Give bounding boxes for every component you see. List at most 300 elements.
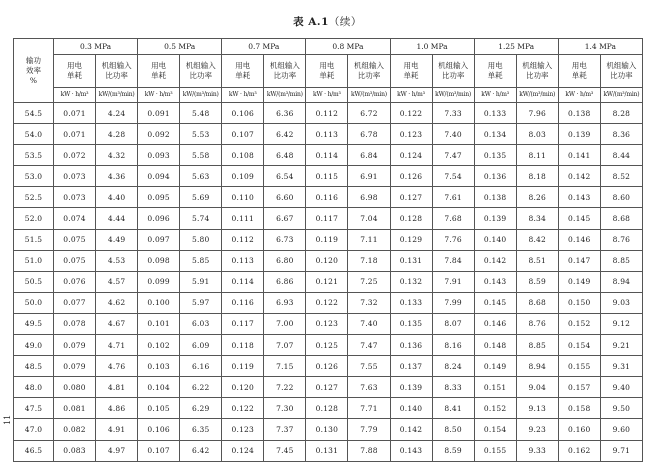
specific-power-cell: 8.52 <box>600 166 642 187</box>
power-consumption-cell: 0.119 <box>222 356 264 377</box>
table-row <box>14 145 643 166</box>
specific-power-cell: 6.73 <box>264 229 306 250</box>
power-header-line: 单耗 <box>571 71 587 80</box>
power-consumption-cell: 0.074 <box>54 208 96 229</box>
efficiency-cell: 49.5 <box>14 313 54 334</box>
power-consumption-cell: 0.150 <box>558 292 600 313</box>
efficiency-cell: 46.5 <box>14 440 54 461</box>
power-consumption-cell: 0.073 <box>54 166 96 187</box>
ratio-header-line: 机组输入 <box>269 61 300 70</box>
power-consumption-cell: 0.082 <box>54 419 96 440</box>
efficiency-cell: 50.5 <box>14 271 54 292</box>
specific-power-cell: 8.34 <box>516 208 558 229</box>
specific-power-cell: 5.58 <box>180 145 222 166</box>
table-row <box>14 208 643 229</box>
power-consumption-cell: 0.142 <box>474 250 516 271</box>
power-consumption-cell: 0.083 <box>54 440 96 461</box>
specific-power-cell: 6.03 <box>180 313 222 334</box>
power-consumption-cell: 0.124 <box>222 440 264 461</box>
specific-power-cell: 7.18 <box>348 250 390 271</box>
power-consumption-cell: 0.143 <box>390 440 432 461</box>
specific-power-cell: 6.35 <box>180 419 222 440</box>
specific-power-cell: 8.50 <box>432 419 474 440</box>
specific-power-cell: 4.76 <box>96 356 138 377</box>
specific-power-cell: 6.60 <box>264 187 306 208</box>
specific-power-cell: 4.57 <box>96 271 138 292</box>
power-consumption-cell: 0.122 <box>390 103 432 124</box>
specific-power-cell: 7.47 <box>432 145 474 166</box>
specific-power-cell: 4.91 <box>96 419 138 440</box>
power-consumption-cell: 0.097 <box>138 229 180 250</box>
ratio-header-line: 机组输入 <box>522 61 553 70</box>
specific-power-cell: 9.03 <box>600 292 642 313</box>
specific-power-cell: 6.22 <box>180 377 222 398</box>
power-consumption-cell: 0.122 <box>306 292 348 313</box>
power-consumption-cell: 0.113 <box>306 124 348 145</box>
pressure-header: 1.25 MPa <box>474 39 558 55</box>
ratio-unit: kW/(m³/min) <box>348 88 390 103</box>
specific-power-cell: 4.49 <box>96 229 138 250</box>
power-consumption-cell: 0.133 <box>390 292 432 313</box>
power-consumption-cell: 0.100 <box>138 292 180 313</box>
specific-power-header <box>96 55 138 88</box>
specific-power-cell: 7.71 <box>348 398 390 419</box>
power-consumption-header <box>390 55 432 88</box>
specific-power-cell: 8.24 <box>432 356 474 377</box>
power-consumption-cell: 0.077 <box>54 292 96 313</box>
power-consumption-cell: 0.091 <box>138 103 180 124</box>
power-consumption-cell: 0.078 <box>54 313 96 334</box>
power-consumption-cell: 0.145 <box>558 208 600 229</box>
table-row <box>14 419 643 440</box>
specific-power-cell: 8.18 <box>516 166 558 187</box>
specific-power-cell: 8.85 <box>600 250 642 271</box>
power-consumption-cell: 0.071 <box>54 103 96 124</box>
specific-power-cell: 8.59 <box>516 271 558 292</box>
specific-power-cell: 4.36 <box>96 166 138 187</box>
specific-power-cell: 4.32 <box>96 145 138 166</box>
specific-power-cell: 4.97 <box>96 440 138 461</box>
specific-power-cell: 5.53 <box>180 124 222 145</box>
specific-power-cell: 4.24 <box>96 103 138 124</box>
specific-power-cell: 8.03 <box>516 124 558 145</box>
specific-power-cell: 8.07 <box>432 313 474 334</box>
specific-power-cell: 9.04 <box>516 377 558 398</box>
specific-power-header <box>600 55 642 88</box>
power-consumption-cell: 0.079 <box>54 356 96 377</box>
efficiency-cell: 54.5 <box>14 103 54 124</box>
specific-power-cell: 7.79 <box>348 419 390 440</box>
specific-power-cell: 4.40 <box>96 187 138 208</box>
specific-power-header <box>516 55 558 88</box>
power-consumption-cell: 0.072 <box>54 145 96 166</box>
specific-power-cell: 7.99 <box>432 292 474 313</box>
ratio-unit: kW/(m³/min) <box>432 88 474 103</box>
table-row <box>14 335 643 356</box>
specific-power-cell: 9.50 <box>600 398 642 419</box>
specific-power-cell: 7.40 <box>432 124 474 145</box>
specific-power-cell: 7.84 <box>432 250 474 271</box>
specific-power-cell: 7.45 <box>264 440 306 461</box>
power-consumption-cell: 0.116 <box>306 187 348 208</box>
efficiency-header-line-3: % <box>29 75 38 85</box>
specific-power-cell: 7.00 <box>264 313 306 334</box>
ratio-unit: kW/(m³/min) <box>180 88 222 103</box>
power-consumption-cell: 0.136 <box>390 335 432 356</box>
specific-power-cell: 6.86 <box>264 271 306 292</box>
power-consumption-cell: 0.109 <box>222 166 264 187</box>
specific-power-cell: 8.51 <box>516 250 558 271</box>
specific-power-cell: 8.94 <box>516 356 558 377</box>
specific-power-cell: 9.21 <box>600 335 642 356</box>
efficiency-cell: 49.0 <box>14 335 54 356</box>
table-row <box>14 103 643 124</box>
table-row <box>14 166 643 187</box>
power-consumption-cell: 0.103 <box>138 356 180 377</box>
power-consumption-cell: 0.125 <box>306 335 348 356</box>
specific-power-cell: 9.40 <box>600 377 642 398</box>
power-consumption-cell: 0.131 <box>306 440 348 461</box>
power-consumption-cell: 0.071 <box>54 124 96 145</box>
power-consumption-cell: 0.117 <box>222 313 264 334</box>
power-consumption-cell: 0.143 <box>474 271 516 292</box>
power-header-line: 单耗 <box>319 71 335 80</box>
power-consumption-cell: 0.135 <box>390 313 432 334</box>
power-consumption-cell: 0.123 <box>222 419 264 440</box>
ratio-header-line: 机组输入 <box>353 61 384 70</box>
power-consumption-cell: 0.104 <box>138 377 180 398</box>
power-consumption-cell: 0.162 <box>558 440 600 461</box>
power-consumption-cell: 0.112 <box>222 229 264 250</box>
power-consumption-cell: 0.076 <box>54 271 96 292</box>
specific-power-cell: 8.41 <box>432 398 474 419</box>
ratio-header-line: 比功率 <box>610 71 633 80</box>
efficiency-cell: 53.0 <box>14 166 54 187</box>
specific-power-cell: 4.71 <box>96 335 138 356</box>
power-consumption-cell: 0.128 <box>306 398 348 419</box>
efficiency-cell: 53.5 <box>14 145 54 166</box>
specific-power-cell: 7.61 <box>432 187 474 208</box>
power-consumption-cell: 0.155 <box>558 356 600 377</box>
power-consumption-cell: 0.140 <box>474 229 516 250</box>
ratio-unit: kW/(m³/min) <box>516 88 558 103</box>
power-consumption-cell: 0.128 <box>390 208 432 229</box>
specific-power-cell: 9.12 <box>600 313 642 334</box>
specific-power-cell: 4.53 <box>96 250 138 271</box>
specific-power-cell: 6.72 <box>348 103 390 124</box>
power-consumption-cell: 0.095 <box>138 187 180 208</box>
power-consumption-cell: 0.154 <box>558 335 600 356</box>
power-consumption-cell: 0.134 <box>474 124 516 145</box>
specific-power-cell: 7.37 <box>264 419 306 440</box>
power-consumption-cell: 0.124 <box>390 145 432 166</box>
power-consumption-cell: 0.073 <box>54 187 96 208</box>
specific-power-cell: 7.07 <box>264 335 306 356</box>
specific-power-cell: 5.63 <box>180 166 222 187</box>
power-consumption-cell: 0.127 <box>306 377 348 398</box>
power-consumption-cell: 0.114 <box>306 145 348 166</box>
power-header-line: 用电 <box>67 61 83 70</box>
pressure-header: 1.4 MPa <box>558 39 642 55</box>
power-consumption-cell: 0.079 <box>54 335 96 356</box>
table-row <box>14 229 643 250</box>
efficiency-cell: 54.0 <box>14 124 54 145</box>
specific-power-cell: 4.44 <box>96 208 138 229</box>
power-consumption-cell: 0.138 <box>474 187 516 208</box>
power-consumption-cell: 0.117 <box>306 208 348 229</box>
power-consumption-cell: 0.120 <box>306 250 348 271</box>
efficiency-header-line-1: 输功 <box>26 55 41 65</box>
power-consumption-cell: 0.093 <box>138 145 180 166</box>
power-consumption-cell: 0.080 <box>54 377 96 398</box>
specific-power-cell: 8.59 <box>432 440 474 461</box>
power-consumption-cell: 0.139 <box>558 124 600 145</box>
power-header-line: 单耗 <box>235 71 251 80</box>
table-row <box>14 250 643 271</box>
specific-power-cell: 8.36 <box>600 124 642 145</box>
specific-power-cell: 7.47 <box>348 335 390 356</box>
power-header-line: 单耗 <box>487 71 503 80</box>
power-consumption-cell: 0.135 <box>474 145 516 166</box>
specific-power-cell: 6.16 <box>180 356 222 377</box>
specific-power-cell: 4.86 <box>96 398 138 419</box>
power-consumption-cell: 0.126 <box>390 166 432 187</box>
table-body <box>14 103 643 462</box>
specific-power-cell: 7.25 <box>348 271 390 292</box>
specific-power-cell: 5.80 <box>180 229 222 250</box>
power-consumption-cell: 0.075 <box>54 250 96 271</box>
specific-power-cell: 7.22 <box>264 377 306 398</box>
power-consumption-cell: 0.107 <box>138 440 180 461</box>
specific-power-cell: 8.60 <box>600 187 642 208</box>
power-consumption-cell: 0.092 <box>138 124 180 145</box>
efficiency-cell: 52.0 <box>14 208 54 229</box>
ratio-header-line: 比功率 <box>273 71 297 80</box>
specific-power-cell: 8.33 <box>432 377 474 398</box>
power-consumption-header <box>474 55 516 88</box>
power-unit: kW · h/m³ <box>222 88 264 103</box>
specific-power-cell: 7.33 <box>432 103 474 124</box>
power-consumption-cell: 0.101 <box>138 313 180 334</box>
power-consumption-cell: 0.133 <box>474 103 516 124</box>
specific-power-cell: 5.85 <box>180 250 222 271</box>
table-row <box>14 377 643 398</box>
specific-power-cell: 6.42 <box>180 440 222 461</box>
specific-power-cell: 7.88 <box>348 440 390 461</box>
efficiency-cell: 51.0 <box>14 250 54 271</box>
power-consumption-cell: 0.114 <box>222 271 264 292</box>
power-header-line: 单耗 <box>151 71 167 80</box>
specific-power-cell: 5.48 <box>180 103 222 124</box>
power-consumption-header <box>138 55 180 88</box>
power-consumption-cell: 0.143 <box>558 187 600 208</box>
power-consumption-cell: 0.138 <box>558 103 600 124</box>
power-consumption-cell: 0.149 <box>474 356 516 377</box>
specific-power-cell: 6.91 <box>348 166 390 187</box>
ratio-header-line: 机组输入 <box>438 61 469 70</box>
power-consumption-cell: 0.154 <box>474 419 516 440</box>
power-consumption-cell: 0.152 <box>558 313 600 334</box>
power-consumption-cell: 0.119 <box>306 229 348 250</box>
specific-power-cell: 8.85 <box>516 335 558 356</box>
power-consumption-cell: 0.136 <box>474 166 516 187</box>
power-unit: kW · h/m³ <box>306 88 348 103</box>
pressure-header: 0.5 MPa <box>138 39 222 55</box>
power-consumption-cell: 0.141 <box>558 145 600 166</box>
power-consumption-cell: 0.121 <box>306 271 348 292</box>
power-consumption-header <box>558 55 600 88</box>
power-consumption-cell: 0.152 <box>474 398 516 419</box>
specific-power-cell: 7.54 <box>432 166 474 187</box>
specific-power-cell: 5.74 <box>180 208 222 229</box>
power-consumption-header <box>54 55 96 88</box>
efficiency-header <box>14 39 54 103</box>
power-consumption-cell: 0.139 <box>474 208 516 229</box>
ratio-unit: kW/(m³/min) <box>600 88 642 103</box>
ratio-header-line: 比功率 <box>189 71 212 80</box>
specific-power-header <box>432 55 474 88</box>
specific-power-cell: 8.68 <box>516 292 558 313</box>
table-row <box>14 271 643 292</box>
power-consumption-cell: 0.075 <box>54 229 96 250</box>
power-consumption-cell: 0.081 <box>54 398 96 419</box>
power-consumption-cell: 0.142 <box>390 419 432 440</box>
specific-power-cell: 9.33 <box>516 440 558 461</box>
pressure-header: 0.3 MPa <box>54 39 138 55</box>
specific-power-cell: 7.63 <box>348 377 390 398</box>
specific-power-cell: 6.84 <box>348 145 390 166</box>
power-unit: kW · h/m³ <box>474 88 516 103</box>
table-row <box>14 356 643 377</box>
specific-power-cell: 9.13 <box>516 398 558 419</box>
specific-power-cell: 9.60 <box>600 419 642 440</box>
efficiency-cell: 47.0 <box>14 419 54 440</box>
power-header-line: 用电 <box>319 61 335 70</box>
power-header-line: 用电 <box>151 61 167 70</box>
specific-power-cell: 8.28 <box>600 103 642 124</box>
specific-power-cell: 8.42 <box>516 229 558 250</box>
table-title-suffix: （续） <box>328 16 362 28</box>
efficiency-cell: 51.5 <box>14 229 54 250</box>
specific-power-cell: 7.76 <box>432 229 474 250</box>
specific-power-cell: 9.31 <box>600 356 642 377</box>
power-consumption-cell: 0.147 <box>558 250 600 271</box>
ratio-header-line: 比功率 <box>357 71 381 80</box>
power-consumption-cell: 0.096 <box>138 208 180 229</box>
efficiency-cell: 47.5 <box>14 398 54 419</box>
power-consumption-cell: 0.123 <box>306 313 348 334</box>
power-unit: kW · h/m³ <box>558 88 600 103</box>
ratio-unit: kW/(m³/min) <box>264 88 306 103</box>
power-consumption-cell: 0.131 <box>390 250 432 271</box>
specific-power-cell: 7.30 <box>264 398 306 419</box>
power-consumption-cell: 0.158 <box>558 398 600 419</box>
table-row <box>14 124 643 145</box>
power-consumption-cell: 0.145 <box>474 292 516 313</box>
table-row <box>14 313 643 334</box>
specific-power-cell: 7.55 <box>348 356 390 377</box>
power-consumption-cell: 0.127 <box>390 187 432 208</box>
table-row <box>14 292 643 313</box>
power-consumption-cell: 0.099 <box>138 271 180 292</box>
power-consumption-cell: 0.122 <box>222 398 264 419</box>
ratio-header-line: 机组输入 <box>185 61 216 70</box>
specific-power-cell: 9.71 <box>600 440 642 461</box>
specific-power-cell: 5.97 <box>180 292 222 313</box>
specific-power-cell: 7.96 <box>516 103 558 124</box>
power-consumption-cell: 0.132 <box>390 271 432 292</box>
specific-power-cell: 8.16 <box>432 335 474 356</box>
table-title-text: 表 A.1 <box>293 16 329 28</box>
power-consumption-cell: 0.106 <box>138 419 180 440</box>
power-header-line: 单耗 <box>67 71 83 80</box>
ratio-header-line: 比功率 <box>525 71 549 80</box>
specific-power-cell: 6.36 <box>264 103 306 124</box>
pressure-header: 0.8 MPa <box>306 39 390 55</box>
efficiency-table <box>13 38 643 462</box>
table-row <box>14 187 643 208</box>
power-consumption-cell: 0.123 <box>390 124 432 145</box>
table-title <box>0 14 655 29</box>
specific-power-cell: 6.67 <box>264 208 306 229</box>
specific-power-header <box>348 55 390 88</box>
specific-power-cell: 7.04 <box>348 208 390 229</box>
specific-power-cell: 5.69 <box>180 187 222 208</box>
specific-power-cell: 7.32 <box>348 292 390 313</box>
pressure-header: 1.0 MPa <box>390 39 474 55</box>
specific-power-cell: 8.11 <box>516 145 558 166</box>
specific-power-cell: 5.91 <box>180 271 222 292</box>
specific-power-cell: 8.76 <box>600 229 642 250</box>
specific-power-cell: 6.48 <box>264 145 306 166</box>
specific-power-cell: 7.11 <box>348 229 390 250</box>
power-consumption-cell: 0.157 <box>558 377 600 398</box>
power-consumption-cell: 0.116 <box>222 292 264 313</box>
power-consumption-header <box>222 55 264 88</box>
table-row <box>14 398 643 419</box>
specific-power-cell: 6.78 <box>348 124 390 145</box>
power-consumption-cell: 0.146 <box>558 229 600 250</box>
power-unit: kW · h/m³ <box>390 88 432 103</box>
power-header-line: 用电 <box>235 61 251 70</box>
power-consumption-cell: 0.094 <box>138 166 180 187</box>
specific-power-cell: 8.94 <box>600 271 642 292</box>
power-consumption-cell: 0.112 <box>306 103 348 124</box>
specific-power-header <box>180 55 222 88</box>
specific-power-cell: 6.54 <box>264 166 306 187</box>
power-header-line: 用电 <box>571 61 587 70</box>
power-consumption-cell: 0.139 <box>390 377 432 398</box>
power-consumption-cell: 0.129 <box>390 229 432 250</box>
specific-power-cell: 6.93 <box>264 292 306 313</box>
efficiency-cell: 48.5 <box>14 356 54 377</box>
specific-power-cell: 6.09 <box>180 335 222 356</box>
power-consumption-cell: 0.108 <box>222 145 264 166</box>
specific-power-cell: 7.91 <box>432 271 474 292</box>
efficiency-cell: 52.5 <box>14 187 54 208</box>
specific-power-cell: 8.26 <box>516 187 558 208</box>
ratio-header-line: 机组输入 <box>101 61 132 70</box>
specific-power-cell: 4.67 <box>96 313 138 334</box>
power-consumption-cell: 0.151 <box>474 377 516 398</box>
pressure-header: 0.7 MPa <box>222 39 306 55</box>
specific-power-cell: 7.68 <box>432 208 474 229</box>
specific-power-cell: 8.68 <box>600 208 642 229</box>
power-consumption-cell: 0.142 <box>558 166 600 187</box>
efficiency-header-line-2: 效率 <box>26 65 41 75</box>
specific-power-cell: 7.40 <box>348 313 390 334</box>
specific-power-cell: 4.81 <box>96 377 138 398</box>
